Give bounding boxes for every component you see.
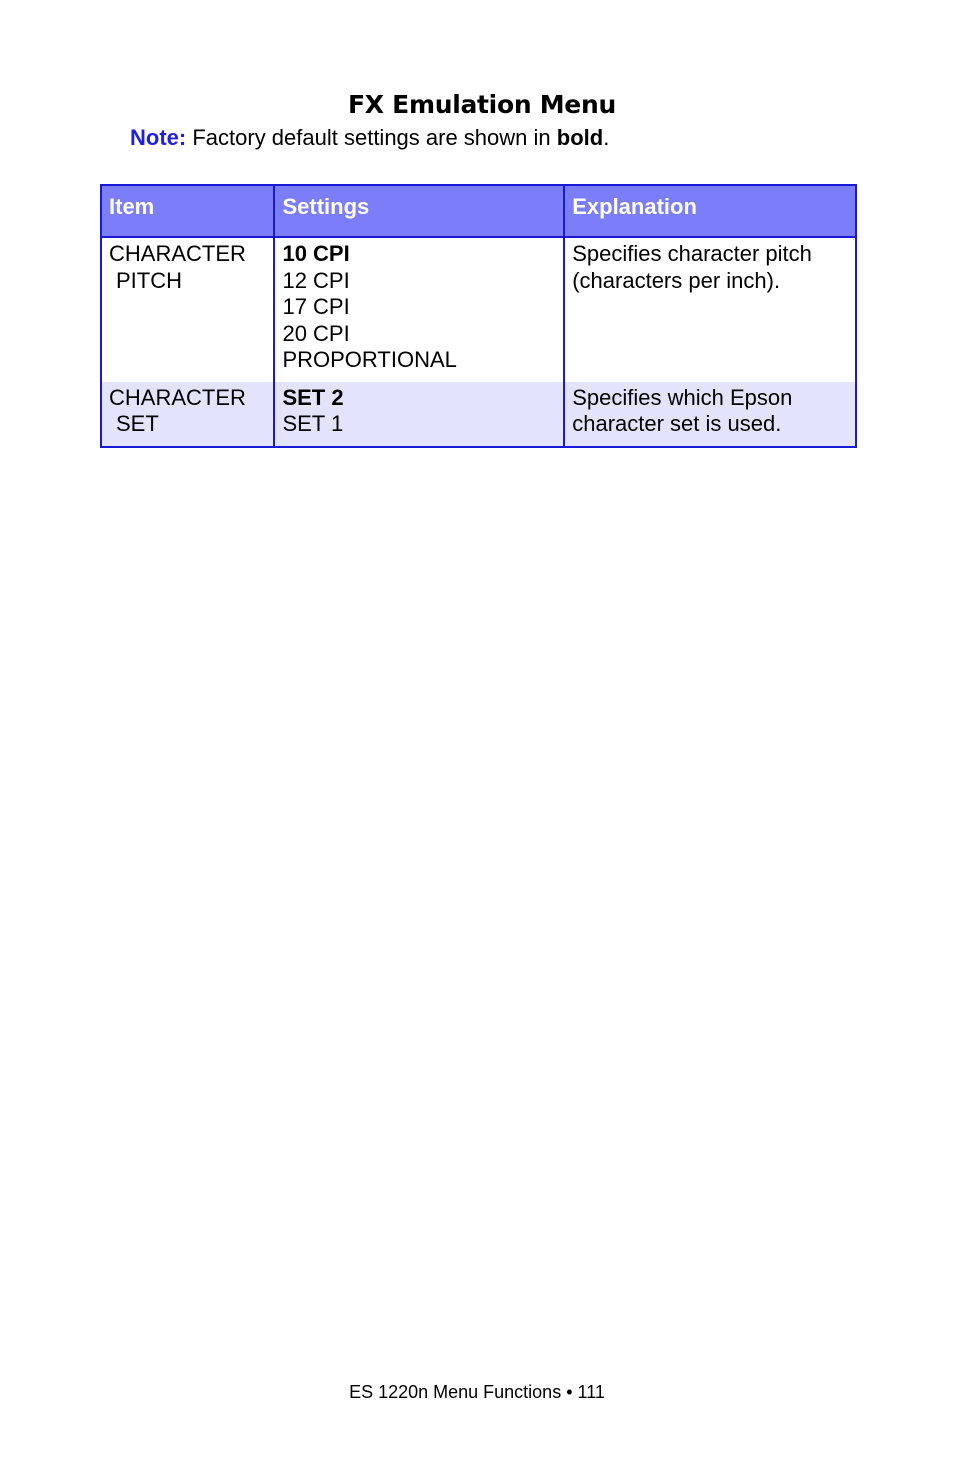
table-row [101,382,856,447]
setting-option: 20 CPI [282,320,350,346]
item-line: SET [116,411,159,436]
setting-default: 10 CPI [282,241,350,266]
note-text: Factory default settings are shown in [192,125,551,150]
table-row [101,237,856,382]
footer-separator: • [566,1382,573,1402]
fx-emulation-menu-table [100,184,857,448]
footer-page-number: 111 [577,1382,605,1402]
default-settings-note [130,125,609,151]
setting-default: SET 2 [282,384,344,410]
note-end: . [603,125,610,150]
settings-cell [274,382,564,447]
explanation-cell: Specifies which Epson character set is used. [564,382,856,447]
page-footer [0,1382,954,1403]
note-label: Note: [130,125,187,150]
item-line: CHARACTER [109,241,246,266]
setting-option: SET 1 [282,411,344,436]
setting-option: 17 CPI [282,294,350,319]
settings-cell [274,237,564,382]
footer-doc-title: ES 1220n Menu Functions [349,1382,562,1402]
note-bold-word: bold [556,125,604,150]
header-settings: Settings [274,185,564,237]
setting-option: PROPORTIONAL [282,347,457,372]
item-cell [101,237,274,382]
explanation-cell: Specifies character pitch (characters per inch). [564,237,856,382]
item-line: PITCH [116,267,182,293]
item-line: CHARACTER [109,384,246,410]
setting-option: 12 CPI [282,267,350,293]
page-title: FX Emulation Menu [348,90,616,119]
item-cell [101,382,274,447]
header-item: Item [101,185,274,237]
header-explanation: Explanation [564,185,856,237]
table-header-row [101,185,856,237]
